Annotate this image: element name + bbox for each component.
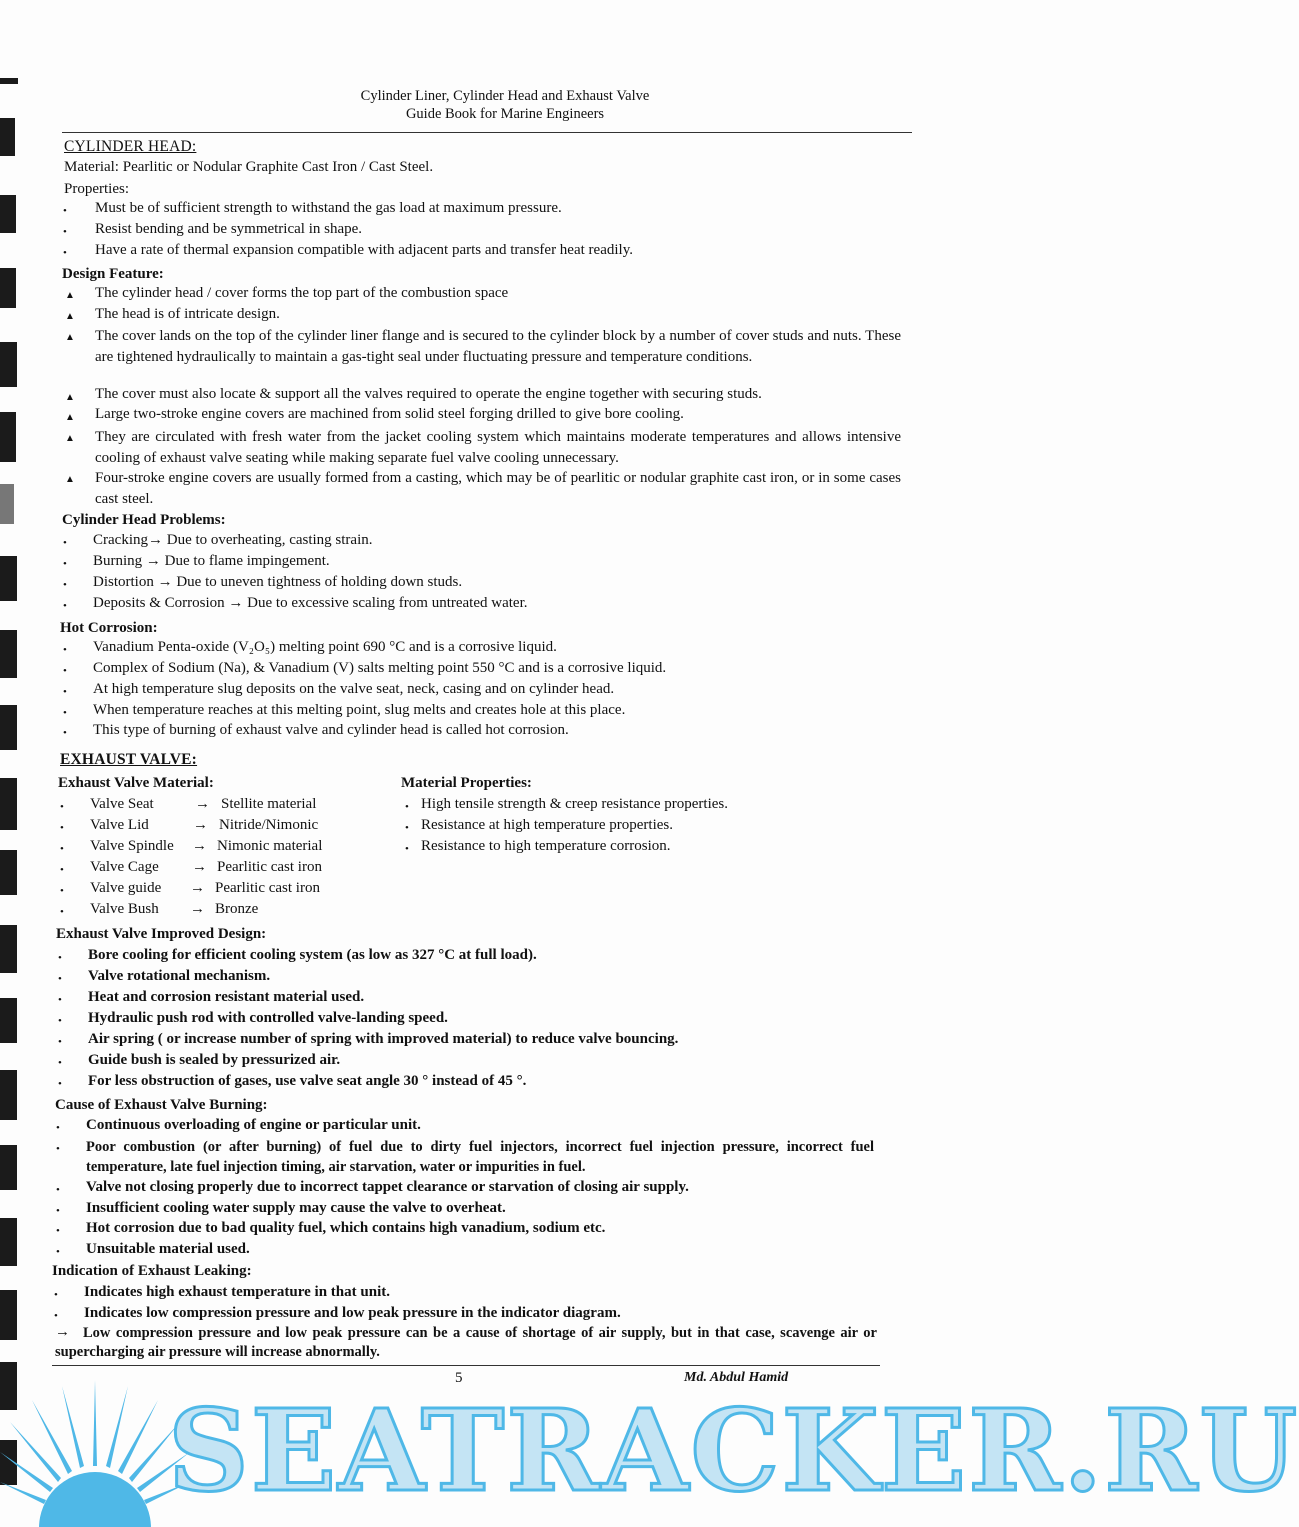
- page-number: 5: [455, 1370, 463, 1386]
- header-subtitle: Guide Book for Marine Engineers: [405, 106, 605, 122]
- exhaust-leaking-label: Indication of Exhaust Leaking:: [52, 1263, 252, 1279]
- list-item: Continuous overloading of engine or particular unit.: [86, 1117, 421, 1133]
- list-item: Poor combustion (or after burning) of fuel due to dirty fuel injectors, incorrect fuel injection pressure, incorrect fuel temperature, late fuel injection timing, air starvation, water or impurities in fuel.: [86, 1139, 874, 1175]
- triangle-bullet-icon: ▲: [65, 290, 75, 301]
- bullet-icon: •: [60, 822, 64, 834]
- leaking-note: Low compression pressure and low peak pressure can be a cause of shortage of air supply, but in that case, scavenge air or supercharging air pressure will increase abnormally.: [55, 1325, 877, 1360]
- list-item: Valve not closing properly due to incorrect tappet clearance or starvation of closing air supply.: [86, 1179, 689, 1195]
- section-heading-exhaust-valve: EXHAUST VALVE:: [60, 751, 198, 768]
- list-item: Indicates low compression pressure and low peak pressure in the indicator diagram.: [84, 1305, 621, 1321]
- bullet-icon: •: [60, 843, 64, 855]
- hot-corrosion-label: Hot Corrosion:: [60, 620, 158, 636]
- bullet-icon: •: [60, 801, 64, 813]
- bullet-icon: •: [56, 1225, 60, 1237]
- material-value: Pearlitic cast iron: [217, 859, 322, 875]
- scan-mark: [0, 630, 17, 678]
- bullet-icon: •: [58, 952, 62, 964]
- list-item: For less obstruction of gases, use valve seat angle 30 ° instead of 45 °.: [88, 1073, 527, 1089]
- watermark-text: SEATRACKER.RU: [168, 1386, 1299, 1517]
- bullet-icon: •: [63, 226, 67, 238]
- scan-mark: [0, 998, 17, 1043]
- list-item: Have a rate of thermal expansion compatible with adjacent parts and transfer heat readily.: [95, 242, 633, 258]
- bullet-icon: •: [56, 1205, 60, 1217]
- list-item: Insufficient cooling water supply may cause the valve to overheat.: [86, 1200, 506, 1216]
- list-item: Hot corrosion due to bad quality fuel, which contains high vanadium, sodium etc.: [86, 1220, 606, 1236]
- bullet-icon: •: [58, 1057, 62, 1069]
- footer-rule: [52, 1365, 880, 1366]
- material-part: Valve Lid: [90, 817, 149, 833]
- scan-mark: [0, 778, 17, 830]
- bullet-icon: •: [63, 558, 67, 570]
- list-item: Large two-stroke engine covers are machined from solid steel forging drilled to give bore cooling.: [95, 406, 684, 422]
- triangle-bullet-icon: ▲: [65, 332, 75, 343]
- bullet-icon: •: [63, 707, 67, 719]
- list-item: High tensile strength & creep resistance properties.: [421, 796, 728, 812]
- arrow-icon: →: [193, 817, 208, 833]
- list-item: Resistance to high temperature corrosion.: [421, 838, 671, 854]
- arrow-icon: →: [55, 1324, 70, 1340]
- improved-design-label: Exhaust Valve Improved Design:: [56, 926, 267, 942]
- author-name: Md. Abdul Hamid: [684, 1370, 789, 1385]
- scan-mark: [0, 1290, 17, 1340]
- bullet-icon: •: [63, 644, 67, 656]
- list-item: Heat and corrosion resistant material used.: [88, 989, 365, 1005]
- bullet-icon: •: [60, 864, 64, 876]
- material-part: Valve Bush: [90, 901, 159, 917]
- bullet-icon: •: [63, 537, 67, 549]
- triangle-bullet-icon: ▲: [65, 412, 75, 423]
- bullet-icon: •: [58, 1015, 62, 1027]
- bullet-icon: •: [56, 1184, 60, 1196]
- arrow-icon: →: [190, 901, 205, 917]
- list-item: The head is of intricate design.: [95, 306, 280, 322]
- bullet-icon: •: [405, 822, 409, 834]
- scan-mark: [0, 1145, 17, 1190]
- bullet-icon: •: [63, 579, 67, 591]
- triangle-bullet-icon: ▲: [65, 474, 75, 485]
- valve-burning-label: Cause of Exhaust Valve Burning:: [55, 1097, 268, 1113]
- scan-mark: [0, 195, 16, 233]
- bullet-icon: •: [58, 994, 62, 1006]
- bullet-icon: •: [58, 973, 62, 985]
- list-item: Resistance at high temperature properties.: [421, 817, 673, 833]
- scan-mark: [0, 78, 18, 84]
- scan-mark: [0, 412, 16, 462]
- list-item: Guide bush is sealed by pressurized air.: [88, 1052, 341, 1068]
- design-feature-label: Design Feature:: [62, 266, 164, 282]
- scan-mark: [0, 342, 17, 387]
- list-item: Air spring ( or increase number of spring with improved material) to reduce valve bouncing.: [88, 1031, 679, 1047]
- scan-mark: [0, 118, 15, 156]
- header-title: Cylinder Liner, Cylinder Head and Exhaust Valve: [360, 88, 650, 104]
- list-item: This type of burning of exhaust valve and cylinder head is called hot corrosion.: [93, 722, 569, 738]
- list-item: At high temperature slug deposits on the valve seat, neck, casing and on cylinder head.: [93, 681, 615, 697]
- list-item: Bore cooling for efficient cooling system (as low as 327 °C at full load).: [88, 947, 537, 963]
- scan-mark: [0, 925, 17, 973]
- bullet-icon: •: [405, 843, 409, 855]
- bullet-icon: •: [56, 1143, 60, 1155]
- triangle-bullet-icon: ▲: [65, 433, 75, 444]
- material-part: Valve Cage: [90, 859, 159, 875]
- list-item: Burning → Due to flame impingement.: [93, 553, 330, 569]
- arrow-icon: →: [192, 838, 207, 854]
- material-part: Valve Seat: [90, 796, 154, 812]
- list-item: The cover lands on the top of the cylinder liner flange and is secured to the cylinder block by a number of cover studs and nuts. These are tightened hydraulically to maintain a gas-tight seal under fluctuating pressure and temperature conditions.: [95, 328, 901, 365]
- cylinder-head-material: Material: Pearlitic or Nodular Graphite Cast Iron / Cast Steel.: [64, 159, 434, 175]
- list-item: Unsuitable material used.: [86, 1241, 250, 1257]
- material-part: Valve Spindle: [90, 838, 174, 854]
- scan-mark: [0, 1218, 17, 1266]
- material-part: Valve guide: [90, 880, 162, 896]
- list-item: The cover must also locate & support all the valves required to operate the engine together with securing studs.: [95, 386, 762, 402]
- bullet-icon: •: [63, 600, 67, 612]
- scan-mark: [0, 484, 14, 524]
- list-item: Distortion → Due to uneven tightness of holding down studs.: [93, 574, 463, 590]
- material-value: Stellite material: [221, 796, 317, 812]
- scan-mark: [0, 1070, 17, 1120]
- list-item: Vanadium Penta-oxide (V₂O₅) melting point 690 °C and is a corrosive liquid.: [93, 639, 557, 655]
- list-item: Complex of Sodium (Na), & Vanadium (V) salts melting point 550 °C and is a corrosive liquid.: [93, 660, 667, 676]
- bullet-icon: •: [60, 906, 64, 918]
- properties-label: Properties:: [64, 181, 129, 197]
- bullet-icon: •: [63, 205, 67, 217]
- section-heading-cylinder-head: CYLINDER HEAD:: [64, 138, 197, 155]
- triangle-bullet-icon: ▲: [65, 311, 75, 322]
- bullet-icon: •: [63, 686, 67, 698]
- material-value: Pearlitic cast iron: [215, 880, 320, 896]
- triangle-bullet-icon: ▲: [65, 392, 75, 403]
- list-item: Cracking→ Due to overheating, casting strain.: [93, 532, 373, 548]
- bullet-icon: •: [58, 1078, 62, 1090]
- bullet-icon: •: [56, 1122, 60, 1134]
- bullet-icon: •: [54, 1310, 58, 1322]
- arrow-icon: →: [192, 859, 207, 875]
- scan-mark: [0, 268, 16, 308]
- list-item: Indicates high exhaust temperature in that unit.: [84, 1284, 390, 1300]
- bullet-icon: •: [56, 1246, 60, 1258]
- exhaust-valve-material-label: Exhaust Valve Material:: [58, 775, 214, 791]
- list-item: Valve rotational mechanism.: [88, 968, 271, 984]
- cylinder-head-problems-label: Cylinder Head Problems:: [62, 512, 226, 528]
- material-value: Nitride/Nimonic: [219, 817, 319, 833]
- bullet-icon: •: [405, 801, 409, 813]
- list-item: They are circulated with fresh water from the jacket cooling system which maintains moderate temperatures and allows intensive cooling of exhaust valve seating while making separate fuel valve cooling unnecessary.: [95, 429, 901, 466]
- scan-mark: [0, 850, 17, 895]
- bullet-icon: •: [60, 885, 64, 897]
- list-item: Hydraulic push rod with controlled valve-landing speed.: [88, 1010, 448, 1026]
- bullet-icon: •: [54, 1289, 58, 1301]
- list-item: When temperature reaches at this melting point, slug melts and creates hole at this place.: [93, 702, 626, 718]
- material-value: Bronze: [215, 901, 259, 917]
- scan-mark: [0, 705, 17, 750]
- bullet-icon: •: [63, 727, 67, 739]
- arrow-icon: →: [195, 796, 210, 812]
- arrow-icon: →: [190, 880, 205, 896]
- list-item: Must be of sufficient strength to withstand the gas load at maximum pressure.: [95, 200, 562, 216]
- list-item: Four-stroke engine covers are usually formed from a casting, which may be of pearlitic or nodular graphite cast iron, or in some cases cast steel.: [95, 470, 901, 507]
- bullet-icon: •: [63, 665, 67, 677]
- scan-mark: [0, 556, 17, 601]
- bullet-icon: •: [58, 1036, 62, 1048]
- list-item: Deposits & Corrosion → Due to excessive scaling from untreated water.: [93, 595, 528, 611]
- header-rule: [62, 132, 912, 133]
- material-value: Nimonic material: [217, 838, 323, 854]
- list-item: Resist bending and be symmetrical in shape.: [95, 221, 363, 237]
- bullet-icon: •: [63, 247, 67, 259]
- list-item: The cylinder head / cover forms the top part of the combustion space: [95, 285, 509, 301]
- sun-logo-icon: [0, 1378, 190, 1527]
- material-properties-label: Material Properties:: [401, 775, 532, 791]
